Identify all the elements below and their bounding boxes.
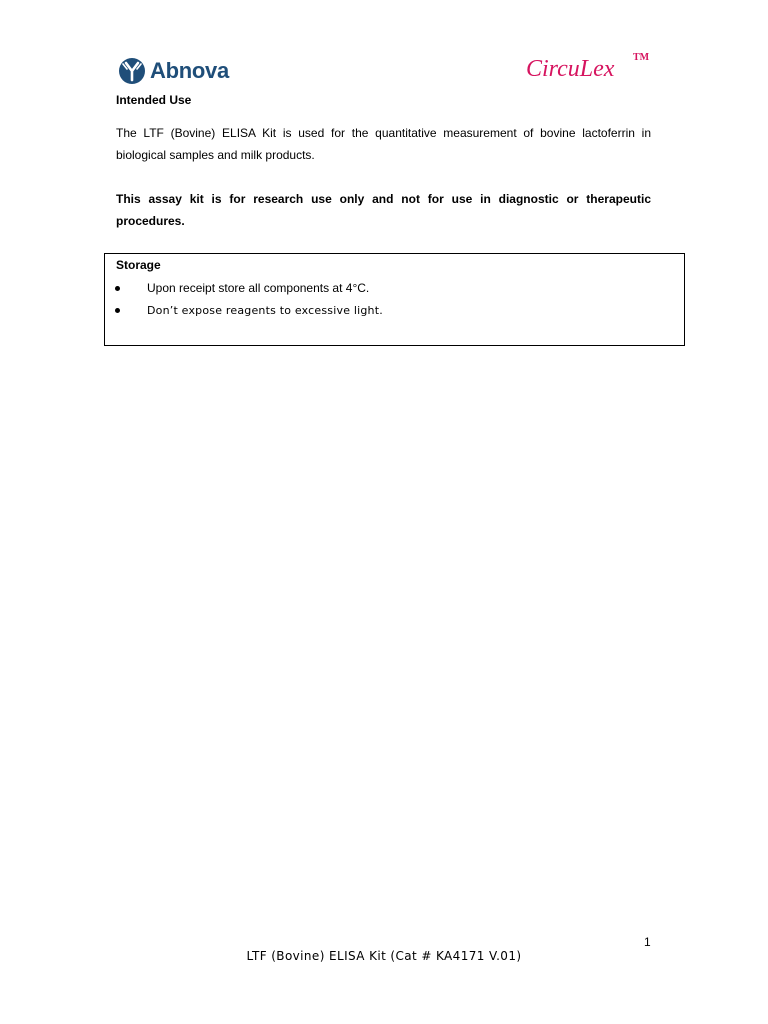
circulex-logo-text: CircuLex — [526, 56, 615, 82]
footer-text: LTF (Bovine) ELISA Kit (Cat # KA4171 V.01) — [246, 949, 522, 963]
storage-item-text: Don’t expose reagents to excessive light. — [147, 303, 383, 317]
abnova-logo — [118, 56, 229, 86]
bullet-icon — [115, 308, 120, 313]
trademark-mark: TM — [633, 52, 650, 63]
abnova-antibody-icon — [118, 57, 146, 85]
research-use-notice: This assay kit is for research use only and not for use in diagnostic or therapeutic procedures. — [116, 192, 651, 228]
storage-box — [104, 253, 685, 346]
storage-list-item — [105, 302, 675, 318]
storage-list-item — [105, 280, 675, 296]
storage-title: Storage — [116, 258, 161, 272]
page-number: 1 — [644, 935, 651, 949]
circulex-logo — [526, 52, 650, 88]
intended-use-heading: Intended Use — [116, 93, 192, 107]
abnova-logo-text: Abnova — [150, 58, 229, 83]
intended-use-paragraph: The LTF (Bovine) ELISA Kit is used for the quantitative measurement of bovine lactoferrin in biological samples and milk products. — [116, 126, 651, 162]
storage-item-text: Upon receipt store all components at 4°C. — [147, 281, 370, 295]
bullet-icon — [115, 286, 120, 291]
